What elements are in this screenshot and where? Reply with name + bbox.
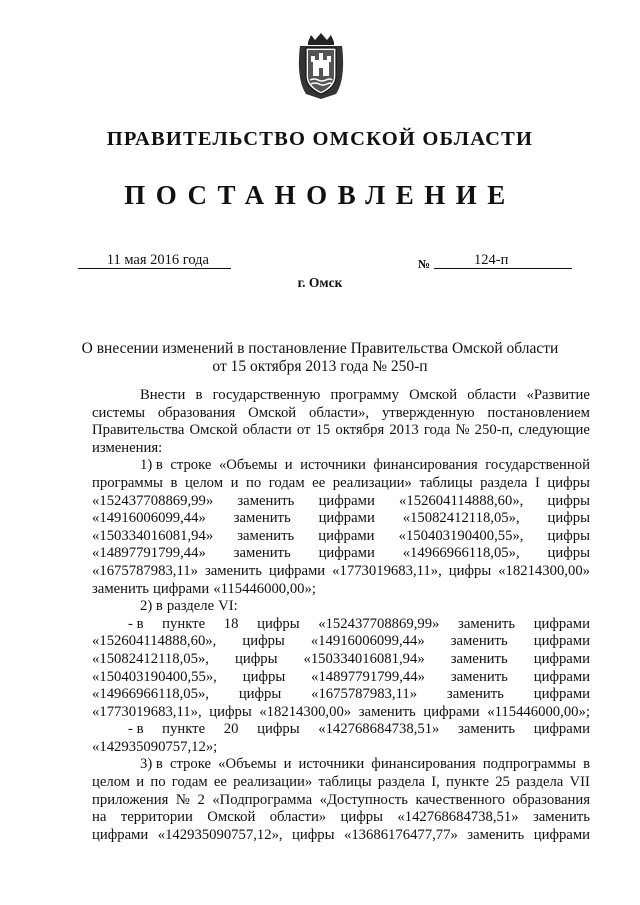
body-word: 25 [495, 774, 510, 791]
body-word: Правительства [92, 422, 185, 439]
body-word: реализации» [233, 774, 313, 791]
body-line [92, 633, 590, 651]
subject-line: от 15 октября 2013 года № 250-п [212, 357, 428, 375]
body-line [92, 809, 590, 827]
body-word: «142768684738,51» [318, 721, 440, 738]
body-line [92, 756, 590, 774]
body-line [92, 669, 590, 687]
body-word: цифры [292, 826, 335, 843]
body-line [92, 581, 590, 599]
body-word: 1) в [140, 457, 163, 474]
body-word: «115446000,00»; [213, 580, 316, 597]
body-word: приложения [92, 791, 169, 808]
body-word: государственную [212, 387, 321, 403]
body-word: цифрами [533, 615, 590, 632]
document-date: 11 мая 2016 года [78, 252, 231, 269]
body-word: цифры [547, 527, 590, 544]
body-word: программы [92, 474, 163, 491]
body-word: «152604114888,60», [399, 492, 524, 509]
body-word: «15082412118,05», [92, 650, 209, 667]
document-city: г. Омск [297, 275, 343, 290]
body-word: «1773019683,11», [92, 703, 202, 720]
body-line [92, 457, 590, 475]
body-word: строке [169, 756, 212, 773]
body-word: «1675787983,11» [311, 686, 418, 703]
body-line [92, 422, 590, 440]
body-word: «150334016081,94» [303, 650, 425, 667]
body-word: заменить [233, 510, 291, 527]
body-word: целом [92, 774, 131, 791]
body-word: цифры [209, 703, 252, 720]
body-word: I, [431, 774, 440, 791]
body-word: 3) в [140, 756, 163, 773]
body-word: качественного [415, 791, 505, 808]
body-word: «14916006099,44» [310, 633, 425, 650]
body-line [92, 721, 590, 739]
body-word: цифры [238, 686, 282, 703]
body-line [92, 440, 590, 458]
body-word: заменить [358, 703, 416, 720]
body-word: 250-п, [474, 422, 514, 439]
body-word: ее [213, 774, 227, 791]
body-word: образования [512, 791, 590, 808]
document-number: 124-п [434, 252, 572, 269]
body-line [92, 651, 590, 669]
body-word: разделе [166, 598, 215, 615]
body-word: VII [569, 774, 590, 791]
body-word: годам [268, 474, 305, 491]
body-word: «115446000,00»; [487, 703, 590, 720]
body-line [92, 616, 590, 634]
body-word: цифрами [533, 650, 590, 667]
body-word: цифры [547, 545, 590, 562]
body-word: «15082412118,05», [402, 510, 520, 527]
body-word: цифры [257, 721, 300, 738]
body-word: цифрами [533, 633, 590, 650]
body-word: - в [128, 721, 144, 738]
body-word: 2) в [140, 598, 163, 615]
body-word: в [195, 387, 203, 403]
body-word: цифры [235, 650, 278, 667]
body-word: на [92, 809, 107, 826]
body-word: источники [300, 457, 366, 474]
body-line [92, 528, 590, 546]
body-line [92, 792, 590, 810]
body-word: заменить [450, 633, 508, 650]
body-word: по [245, 474, 262, 491]
body-word: - в [128, 615, 144, 632]
body-word: цифры [547, 510, 590, 527]
body-word: заменить [458, 721, 516, 738]
body-word: цифры [448, 562, 492, 579]
body-word: цифры [340, 809, 383, 826]
body-word: «Объемы [218, 457, 278, 474]
body-word: «14966966118,05», [402, 545, 520, 562]
body-word: цифрами [318, 545, 375, 562]
body-word: подпрограммы [482, 756, 576, 773]
body-word: «Подпрограмма [212, 791, 313, 808]
body-word: цифры [242, 668, 286, 685]
body-word: Омской [189, 422, 238, 439]
body-word: VI: [218, 598, 238, 615]
body-line [92, 739, 590, 757]
body-word: «14897791799,44» [92, 545, 206, 562]
body-word: «13686176477,77» [343, 826, 458, 843]
body-word: изменения: [92, 439, 163, 456]
body-word: в [170, 474, 178, 491]
body-word: заменить [467, 826, 525, 843]
body-line [92, 545, 590, 563]
body-word: Омской [248, 404, 297, 421]
body-word: «1675787983,11» [92, 562, 198, 579]
body-word: октября [335, 422, 385, 439]
body-word: пункте [162, 721, 206, 738]
body-word: области» [269, 809, 327, 826]
body-word: 15 [315, 422, 331, 439]
body-word: и [230, 474, 239, 491]
body-word: заменить [450, 668, 508, 685]
body-word: заменить [450, 650, 508, 667]
document-type-title: ПОСТАНОВЛЕНИЕ [124, 180, 516, 210]
body-word: и [136, 774, 145, 791]
body-word: «152604114888,60», [92, 633, 217, 650]
body-word: раздела [516, 774, 564, 791]
body-word: «14916006099,44» [92, 510, 206, 527]
body-word: целом [184, 474, 224, 491]
body-word: годам [171, 774, 208, 791]
body-word: № [175, 791, 190, 808]
body-word: в [583, 756, 590, 773]
body-word: области [242, 422, 292, 439]
body-word: цифрами [533, 721, 590, 738]
document-subject [0, 340, 640, 375]
body-word: реализации» [332, 474, 412, 491]
body-line [92, 598, 590, 616]
body-word: области», [308, 404, 370, 421]
body-line [92, 475, 590, 493]
body-word: «152437708869,99» [318, 615, 440, 632]
number-sign: № [418, 257, 431, 271]
body-word: «142768684738,51» [397, 809, 519, 826]
body-word: территории [120, 809, 193, 826]
body-word: «18214300,00» [498, 562, 590, 579]
body-line [92, 493, 590, 511]
body-word: заменить [233, 545, 291, 562]
body-word: 2 [197, 791, 205, 808]
body-word: системы [92, 404, 145, 421]
government-title: ПРАВИТЕЛЬСТВО ОМСКОЙ ОБЛАСТИ [106, 128, 534, 150]
body-line [92, 405, 590, 423]
body-word: по [150, 774, 166, 791]
body-word: образования [157, 404, 236, 421]
body-word: строке [170, 457, 212, 474]
body-word: «142935090757,12», [157, 826, 283, 843]
body-word: от [296, 422, 311, 439]
body-word: раздела [377, 774, 426, 791]
body-word: «150403190400,55», [398, 527, 524, 544]
body-word: постановлением [487, 404, 590, 421]
body-word: «152437708869,99» [92, 492, 214, 509]
body-line [92, 704, 590, 722]
body-word: заменить [237, 492, 295, 509]
body-word: «14897791799,44» [311, 668, 425, 685]
body-word: цифрами [152, 580, 210, 597]
body-word: цифрами [318, 527, 375, 544]
body-word: пункте [162, 615, 206, 632]
body-word: источники [298, 756, 365, 773]
body-word: области [467, 387, 517, 403]
body-word: «150334016081,94» [92, 527, 214, 544]
body-word: «Доступность [319, 791, 408, 808]
body-line [92, 387, 590, 405]
body-word: Внести [140, 387, 186, 403]
body-word: цифры [547, 492, 590, 509]
body-word: 18 [223, 615, 239, 632]
body-word: цифрами [268, 562, 326, 579]
body-word: 2013 [389, 422, 419, 439]
body-word: заменить [237, 527, 295, 544]
body-word: «18214300,00» [259, 703, 352, 720]
subject-line: О внесении изменений в постановление Правительства Омской области [81, 340, 559, 357]
body-word: цифрами [423, 703, 480, 720]
body-word: цифрами [318, 492, 375, 509]
body-word: цифры [257, 615, 300, 632]
body-word: утвержденную [381, 404, 475, 421]
body-word: заменить [204, 562, 262, 579]
body-word: ее [312, 474, 326, 491]
body-word: «1773019683,11», [332, 562, 442, 579]
body-word: заменить [92, 580, 149, 597]
body-word: программу [330, 387, 399, 403]
coat-of-arms-emblem [296, 32, 346, 100]
body-word: «150403190400,55», [92, 668, 217, 685]
body-line [92, 774, 590, 792]
body-word: года [423, 422, 451, 439]
body-word: и [283, 756, 292, 773]
body-word: цифрами [533, 686, 590, 703]
body-word: «14966966118,05», [92, 686, 209, 703]
body-word: цифры [242, 633, 285, 650]
body-word: следующие [518, 422, 590, 439]
body-word: раздела [480, 474, 528, 491]
body-word: I [534, 474, 540, 491]
body-word: Омской [207, 809, 256, 826]
body-word: цифры [547, 474, 590, 491]
body-word: финансирования [373, 457, 478, 474]
body-line [92, 686, 590, 704]
body-word: 20 [223, 721, 239, 738]
body-word: цифрами [92, 826, 149, 843]
body-word: пункте [446, 774, 489, 791]
body-line [92, 510, 590, 528]
body-word: таблицы [419, 474, 473, 491]
body-word: № [455, 422, 470, 439]
body-line [92, 827, 590, 845]
document-body [92, 387, 590, 844]
body-word: «Объемы [218, 756, 277, 773]
body-word: заменить [532, 809, 590, 826]
body-word: заменить [446, 686, 504, 703]
body-word: цифрами [318, 510, 375, 527]
body-word: заменить [458, 615, 516, 632]
body-word: государственной [485, 457, 590, 474]
body-word: цифрами [533, 668, 590, 685]
body-word: цифрами [533, 826, 590, 843]
body-word: финансирования [371, 756, 476, 773]
body-word: «Развитие [526, 387, 590, 403]
body-word: таблицы [318, 774, 372, 791]
body-word: «142935090757,12»; [92, 738, 218, 755]
body-word: и [284, 457, 293, 474]
body-line [92, 563, 590, 581]
body-word: Омской [409, 387, 458, 403]
